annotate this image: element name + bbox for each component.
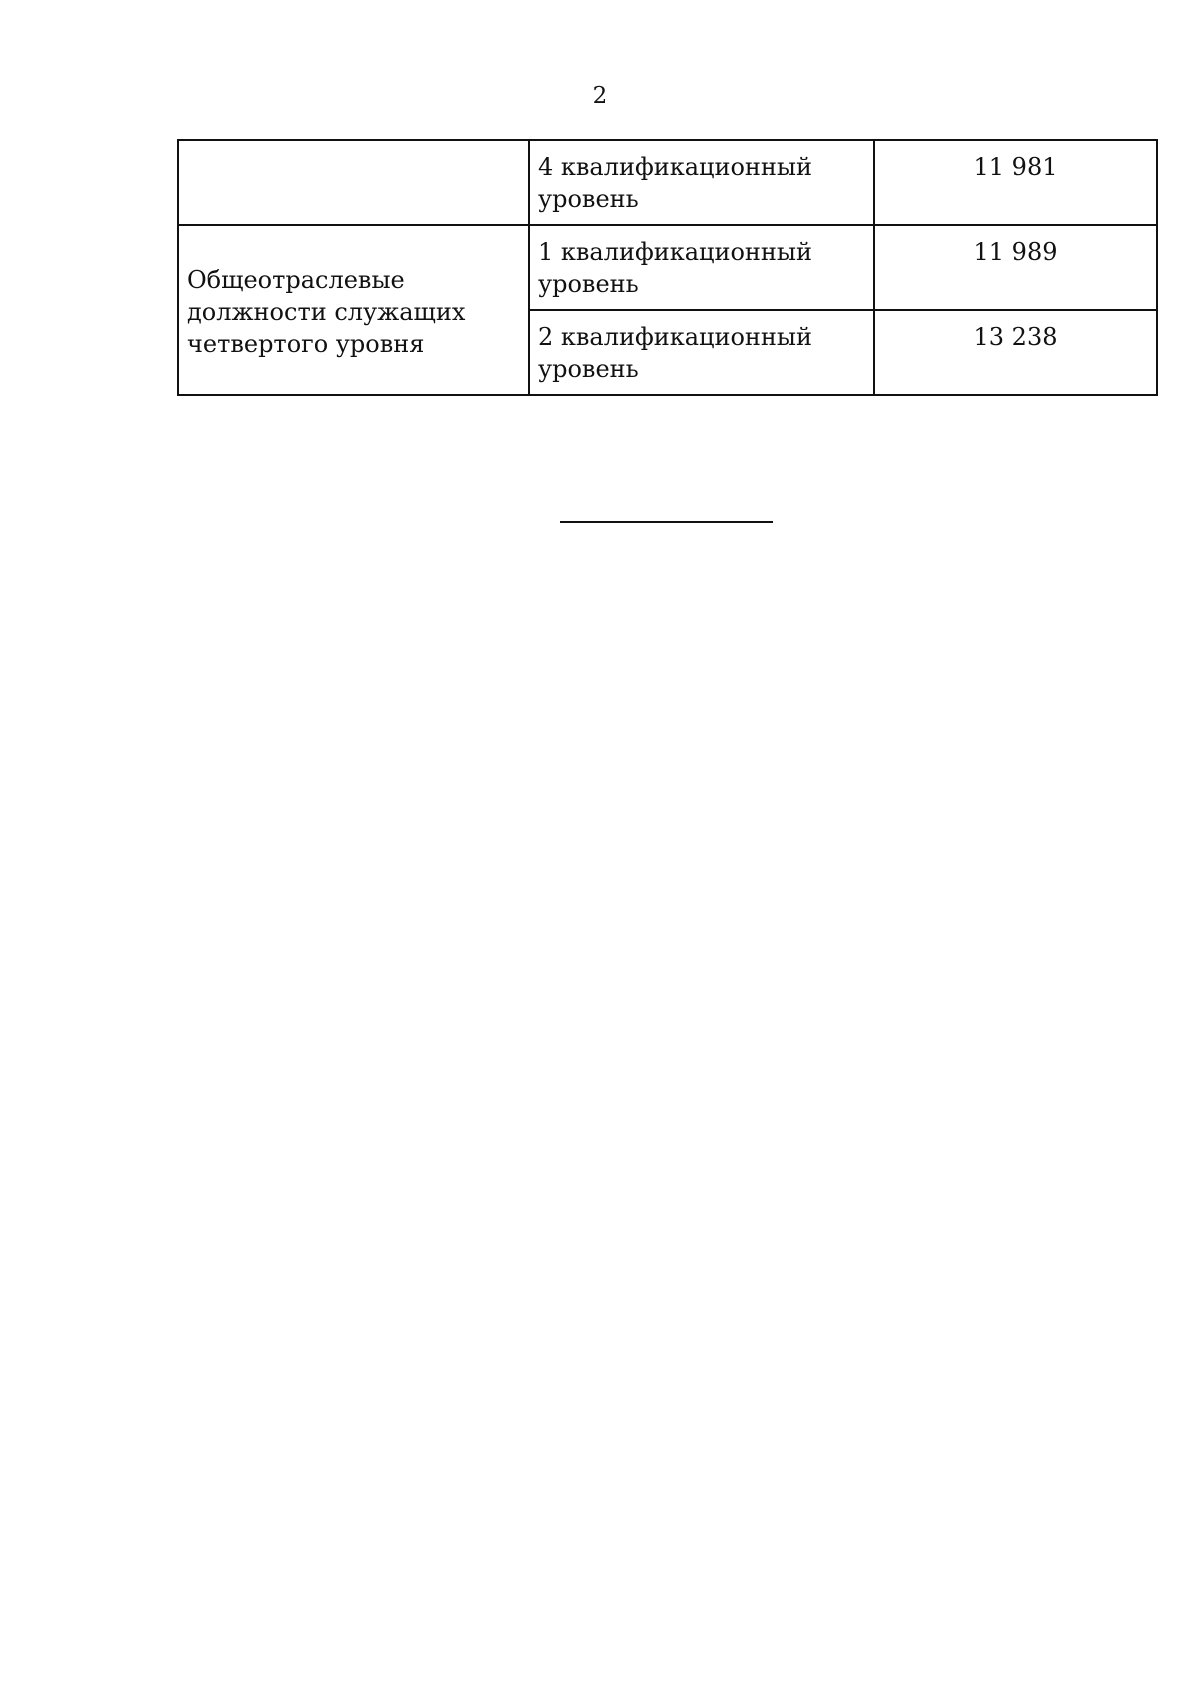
table-row [178,140,1157,225]
salary-table [177,139,1158,396]
qualification-level-cell: 1 квалификационный уровень [529,225,874,310]
end-of-document-rule [560,521,773,523]
salary-value-cell: 11 989 [874,225,1157,310]
group-cell: Общеотраслевые должности служащих четвертого уровня [178,225,529,395]
page-number: 2 [592,83,608,109]
qualification-level-cell: 2 квалификационный уровень [529,310,874,395]
table-row [178,225,1157,310]
group-cell [178,140,529,225]
salary-value-cell: 13 238 [874,310,1157,395]
salary-value-cell: 11 981 [874,140,1157,225]
qualification-level-cell: 4 квалификационный уровень [529,140,874,225]
